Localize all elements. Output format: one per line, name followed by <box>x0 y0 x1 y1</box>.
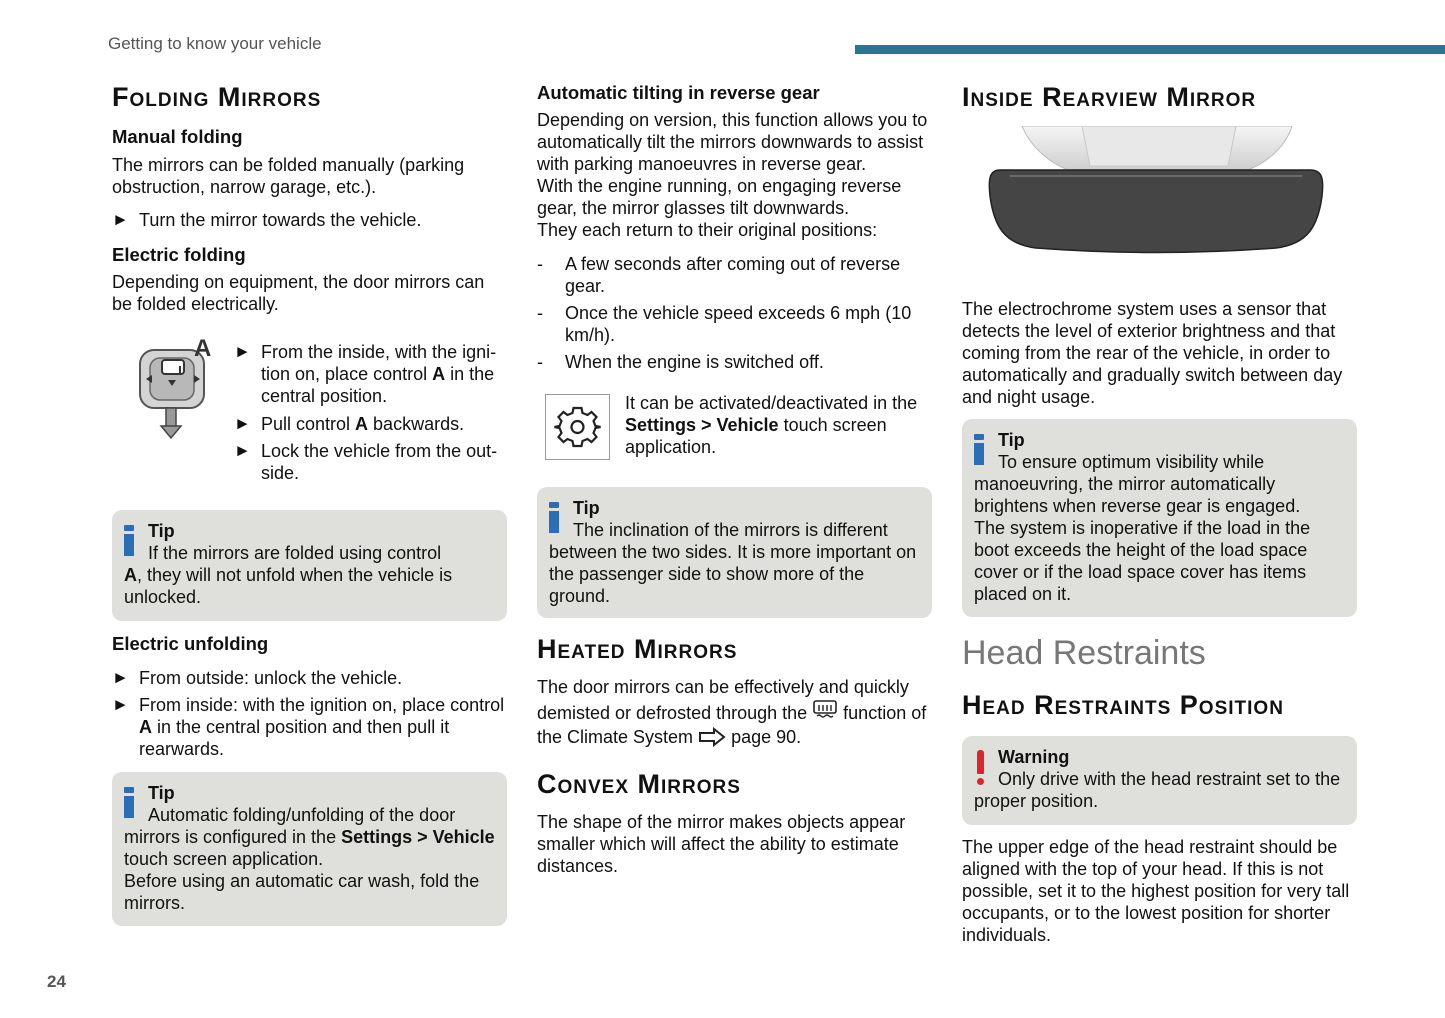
arrow-bullet-icon: ► <box>112 668 129 687</box>
folding-mirrors-title: Folding Mirrors <box>112 82 322 112</box>
heated-mirrors-title: Heated Mirrors <box>537 634 738 664</box>
unfold-step-1: ► From outside: unlock the vehicle. <box>112 668 403 688</box>
arrow-bullet-icon: ► <box>112 695 129 714</box>
manual-folding-title: Manual folding <box>112 126 243 147</box>
manual-folding-text: The mirrors can be folded manually (parking obstruction, narrow garage, etc.). <box>112 155 465 197</box>
header-accent-bar <box>855 45 1445 54</box>
electric-folding-text: Depending on equipment, the door mirrors can be folded electrically. <box>112 272 485 314</box>
tip-box-inclination: Tip The inclination of the mirrors is different between the two sides. It is more important on the passenger side to show more of the ground. <box>537 487 932 618</box>
tip-title: Tip <box>148 521 175 541</box>
heated-mirrors-text: The door mirrors can be effectively and quickly demisted or defrosted through the function of the Climate System page 90. <box>537 677 927 747</box>
page-reference-arrow-icon <box>698 727 726 747</box>
tip-box-automatic-folding: Tip Automatic folding/unfolding of the door mirrors is configured in the Settings > Vehicle touch screen application. Before using an automatic car wash, fold the mirrors. <box>112 772 507 926</box>
electric-folding-title: Electric folding <box>112 244 246 265</box>
manual-step: ► Turn the mirror towards the vehicle. <box>112 210 422 230</box>
electrochrome-text: The electrochrome system uses a sensor that detects the level of exterior brightness and that coming from the rear of the vehicle, in order to automatically and gradually switch between day and night usage. <box>962 299 1343 407</box>
tip-title: Tip <box>998 430 1025 450</box>
rearview-mirror-illustration <box>986 126 1326 256</box>
tilt-condition-2: - Once the vehicle speed exceeds 6 mph (10 km/h). <box>537 303 912 345</box>
tilt-condition-3: - When the engine is switched off. <box>537 352 824 372</box>
electric-step-2: ► Pull control A backwards. <box>234 414 465 434</box>
convex-mirrors-title: Convex Mirrors <box>537 769 741 799</box>
head-restraints-heading: Head Restraints <box>962 634 1206 672</box>
inside-rearview-title: Inside Rearview Mirror <box>962 82 1257 112</box>
control-label: A <box>194 335 212 362</box>
arrow-bullet-icon: ► <box>234 342 251 361</box>
rear-defrost-icon <box>812 699 838 721</box>
electric-step-3: ► Lock the vehicle from the out-side. <box>234 441 498 483</box>
unfold-step-2: ► From inside: with the ignition on, place control A in the central position and then pull it rearwards. <box>112 695 505 759</box>
mirror-control-illustration <box>136 335 220 442</box>
head-restraints-position-title: Head Restraints Position <box>962 690 1284 720</box>
tip-box-folding: Tip If the mirrors are folded using control A, they will not unfold when the vehicle is unlocked. <box>112 510 507 621</box>
tilting-text: Depending on version, this function allows you to automatically tilt the mirrors downwards to assist with parking manoeuvres in reverse gear. With the engine running, on engaging reverse gear, the mirror glasses tilt downwards. They each return to their original positions: <box>537 110 928 240</box>
tip-title: Tip <box>573 498 600 518</box>
arrow-bullet-icon: ► <box>234 414 251 433</box>
warning-title: Warning <box>998 747 1070 767</box>
rearview-mirror-image <box>986 126 1326 256</box>
convex-mirrors-text: The shape of the mirror makes objects appear smaller which will affect the ability to estimate distances. <box>537 812 906 876</box>
tip-box-visibility: Tip To ensure optimum visibility while manoeuvring, the mirror automatically brightens when reverse gear is engaged. The system is inoperative if the load in the boot exceeds the height of the load space cover or if the load space cover has items placed on it. <box>962 419 1357 617</box>
electric-step-1: ► From the inside, with the igni-tion on, place control A in the central position. <box>234 342 497 406</box>
tilting-title: Automatic tilting in reverse gear <box>537 82 820 103</box>
header-section-title: Getting to know your vehicle <box>108 34 322 53</box>
settings-gear-icon <box>545 394 610 460</box>
arrow-bullet-icon: ► <box>112 210 129 229</box>
electric-unfolding-title: Electric unfolding <box>112 633 269 654</box>
settings-text: It can be activated/deactivated in the Settings > Vehicle touch screen application. <box>625 393 918 457</box>
head-restraint-position-text: The upper edge of the head restraint should be aligned with the top of your head. If this is not possible, set it to the highest position for very tall occupants, or to the lowest position for shorter individuals. <box>962 837 1350 945</box>
page-number: 24 <box>47 972 66 991</box>
warning-box: Warning Only drive with the head restraint set to the proper position. <box>962 736 1357 825</box>
tip-title: Tip <box>148 783 175 803</box>
tilt-condition-1: - A few seconds after coming out of reverse gear. <box>537 254 901 296</box>
arrow-bullet-icon: ► <box>234 441 251 460</box>
